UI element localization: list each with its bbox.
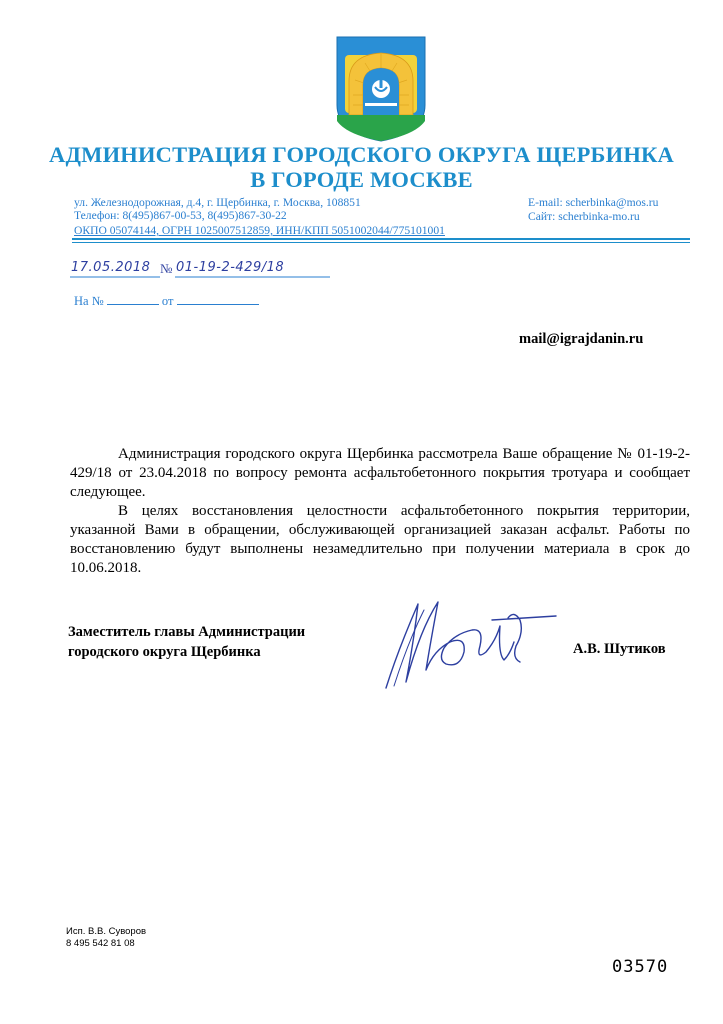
executor-phone: 8 495 542 81 08 [66,938,135,949]
reply-from-label: от [161,294,174,308]
body-paragraph: Администрация городского округа Щербинка рассмотрела Ваше обращение № 01-19-2-429/18 от 23.04.2018 по вопросу ремонта асфальтобетонного покрытия тротуара и сообщает следующее. [70,446,690,500]
org-phones: Телефон: 8(495)867-00-53, 8(495)867-30-22 [74,209,287,222]
org-codes: ОКПО 05074144, ОГРН 1025007512859, ИНН/КПП 5051002044/775101001 [74,224,445,237]
executor-info [66,926,146,950]
reply-number-blank [107,294,159,305]
document-number: 03570 [612,957,669,977]
org-name-line2: В ГОРОДЕ МОСКВЕ [250,167,473,192]
reply-label: На № [74,294,104,308]
executor-name: Исп. В.В. Суворов [66,926,147,937]
body-paragraph: В целях восстановления целостности асфальтобетонного покрытия территории, указанной Вами в обращении, обслуживающей организацией заказан асфальт. Работы по восстановлению будут выполнены незамедлительно при получении материала в срок до 10.06.2018. [70,503,690,576]
org-address: ул. Железнодорожная, д.4, г. Щербинка, г. Москва, 108851 [74,196,361,209]
registration-number-label: № [160,261,173,276]
org-name-line1: АДМИНИСТРАЦИЯ ГОРОДСКОГО ОКРУГА ЩЕРБИНКА [49,142,674,167]
org-email: E-mail: scherbinka@mos.ru [528,196,659,209]
header-divider-thin [72,242,690,243]
header-divider [72,238,690,240]
handwritten-signature [380,590,560,700]
signatory-name: А.В. Шутиков [573,641,666,657]
signatory-position-line2: городского округа Щербинка [68,644,261,660]
recipient-email: mail@igrajdanin.ru [519,331,644,347]
signatory-position [68,622,305,662]
org-site: Сайт: scherbinka-mo.ru [528,210,640,223]
reply-date-blank [177,294,259,305]
letter-body [70,445,690,578]
registration-date: 17.05.2018 [71,260,151,275]
coat-of-arms-emblem [335,35,427,143]
signatory-position-line1: Заместитель главы Администрации [68,624,306,640]
registration-number: 01-19-2-429/18 [176,260,285,275]
reply-reference-line [74,294,259,309]
